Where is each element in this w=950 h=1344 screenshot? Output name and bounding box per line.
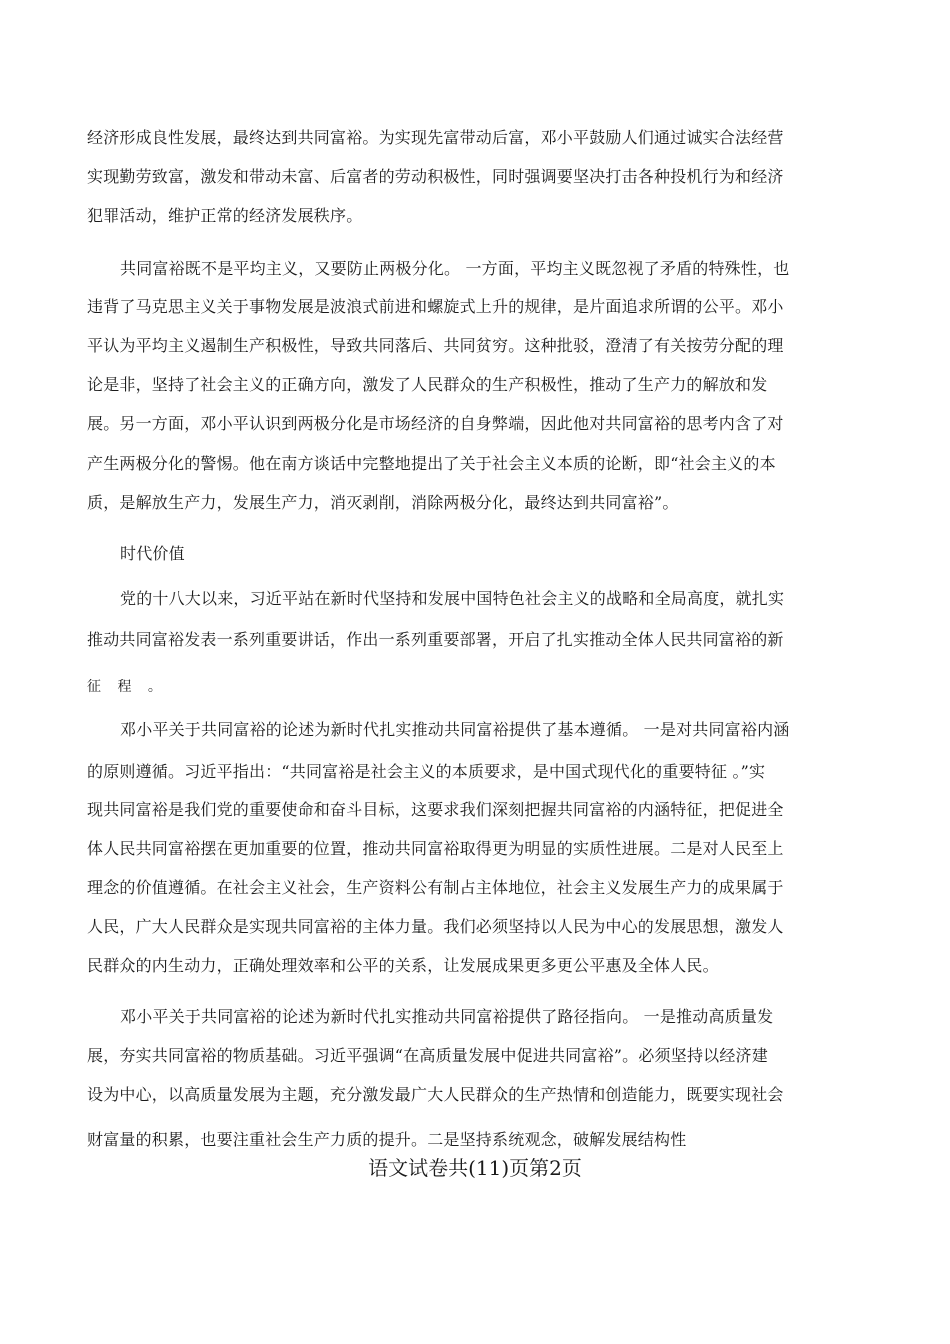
text-line: 平认为平均主义遏制生产积极性，导致共同落后、共同贫穷。这种批驳，澄清了有关按劳分配的理 [87, 336, 784, 355]
page-footer: 语文试卷共(11)页第2页 [368, 1156, 582, 1180]
text-line: 财富量的积累，也要注重社会生产力质的提升。二是坚持系统观念，破解发展结构性 [87, 1130, 687, 1149]
text-line: 理念的价值遵循。在社会主义社会，生产资料公有制占主体地位，社会主义发展生产力的成果属于 [87, 878, 784, 897]
text-line: 人民，广大人民群众是实现共同富裕的主体力量。我们必须坚持以人民为中心的发展思想，激发人 [87, 917, 784, 936]
text-line: 经济形成良性发展，最终达到共同富裕。为实现先富带动后富，邓小平鼓励人们通过诚实合法经营 [87, 128, 784, 147]
text-line: 犯罪活动，维护正常的经济发展秩序。 [87, 206, 363, 225]
text-line: 征 程 。 [87, 679, 168, 695]
text-line: 共同富裕既不是平均主义，又要防止两极分化。 一方面，平均主义既忽视了矛盾的特殊性，也 [120, 259, 790, 278]
text-line: 实现勤劳致富，激发和带动未富、后富者的劳动积极性，同时强调要坚决打击各种投机行为和经济 [87, 167, 784, 186]
text-line: 的原则遵循。习近平指出：“共同富裕是社会主义的本质要求，是中国式现代化的重要特征 。”实 [87, 762, 766, 781]
text-line: 设为中心，以高质量发展为主题，充分激发最广大人民群众的生产热情和创造能力，既要实现社会 [87, 1085, 784, 1104]
text-line: 民群众的内生动力，正确处理效率和公平的关系，让发展成果更多更公平惠及全体人民。 [87, 956, 719, 975]
text-line: 展。另一方面，邓小平认识到两极分化是市场经济的自身弊端，因此他对共同富裕的思考内含了对 [87, 414, 784, 433]
text-line: 体人民共同富裕摆在更加重要的位置，推动共同富裕取得更为明显的实质性进展。二是对人民至上 [87, 839, 784, 858]
text-line: 质，是解放生产力，发展生产力，消灭剥削，消除两极分化，最终达到共同富裕”。 [87, 493, 679, 512]
text-line: 产生两极分化的警惕。他在南方谈话中完整地提出了关于社会主义本质的论断，即“社会主义的本 [87, 454, 776, 473]
text-line: 党的十八大以来，习近平站在新时代坚持和发展中国特色社会主义的战略和全局高度，就扎实 [120, 589, 785, 608]
text-line: 展，夯实共同富裕的物质基础。习近平强调“在高质量发展中促进共同富裕”。必须坚持以经济建 [87, 1046, 768, 1065]
text-line: 现共同富裕是我们党的重要使命和奋斗目标，这要求我们深刻把握共同富裕的内涵特征，把促进全 [87, 800, 784, 819]
section-heading: 时代价值 [120, 544, 185, 563]
text-line: 论是非，坚持了社会主义的正确方向，激发了人民群众的生产积极性，推动了生产力的解放和发 [87, 375, 768, 394]
text-line: 邓小平关于共同富裕的论述为新时代扎实推动共同富裕提供了基本遵循。 一是对共同富裕内涵 [120, 720, 790, 739]
text-line: 邓小平关于共同富裕的论述为新时代扎实推动共同富裕提供了路径指向。 一是推动高质量发 [120, 1007, 774, 1026]
text-line: 推动共同富裕发表一系列重要讲话，作出一系列重要部署，开启了扎实推动全体人民共同富裕的新 [87, 630, 784, 649]
text-line: 违背了马克思主义关于事物发展是波浪式前进和螺旋式上升的规律，是片面追求所谓的公平。邓小 [87, 297, 784, 316]
